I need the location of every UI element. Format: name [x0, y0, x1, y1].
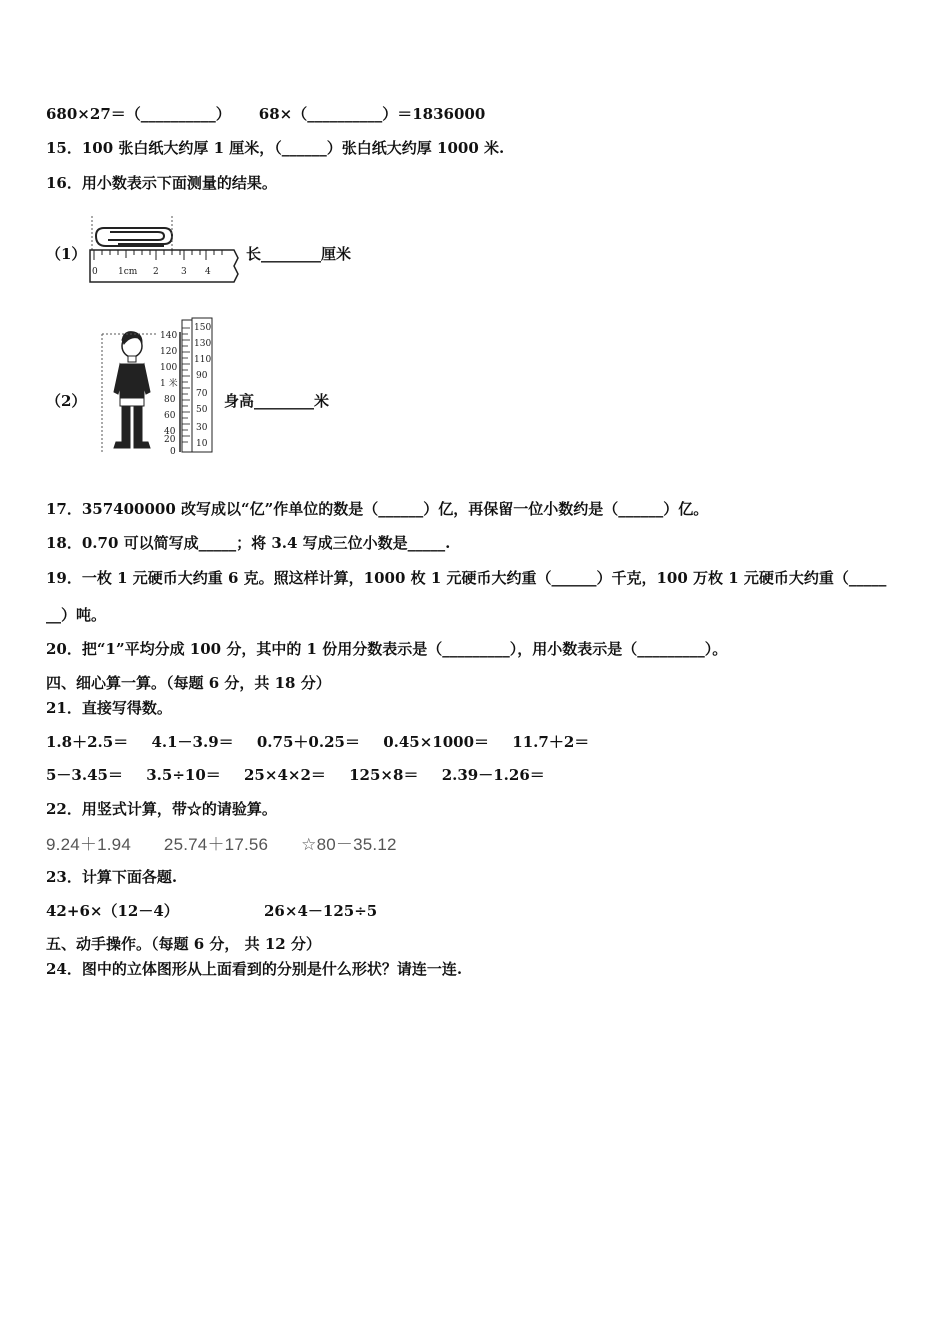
q22-items [46, 830, 397, 855]
q23-items [46, 900, 377, 921]
fig2-label: （2） [46, 392, 87, 410]
calc-item: 0.45×1000＝ [383, 733, 490, 751]
calc-item: 11.7＋2＝ [512, 733, 590, 751]
question-24: 24．图中的立体图形从上面看到的分别是什么形状？请连一连. [46, 960, 463, 978]
left-scale-label: 40 [164, 427, 176, 437]
calc-item: 26×4－125÷5 [264, 902, 378, 920]
question-15: 15．100 张白纸大约厚 1 厘米，（______）张白纸大约厚 1000 米. [46, 139, 505, 157]
left-scale-label: 120 [160, 347, 178, 357]
paperclip-icon [96, 228, 172, 246]
question-16: 16．用小数表示下面测量的结果。 [46, 174, 277, 192]
calc-item: 42+6×（12－4） [46, 902, 179, 920]
vertical-calc-item: 9.24＋1.94 [46, 835, 131, 854]
right-scale-label: 30 [196, 423, 208, 433]
right-scale-label: 70 [196, 389, 208, 399]
calc-item: 125×8＝ [349, 766, 419, 784]
calc-item: 2.39－1.26＝ [441, 766, 545, 784]
section-5-heading: 五、动手操作。（每题 6 分， 共 12 分） [46, 935, 321, 953]
ruler-tick-3: 3 [181, 267, 187, 277]
left-scale-label: 1 米 [160, 379, 178, 389]
ruler-tick-0: 0 [92, 267, 98, 277]
calc-line [46, 103, 485, 124]
fig1-label: （1） [46, 245, 87, 263]
calc-item: 3.5÷10＝ [146, 766, 221, 784]
question-18: 18．0.70 可以简写成_____；将 3.4 写成三位小数是_____. [46, 534, 451, 552]
q21-row-2 [46, 764, 545, 785]
question-22: 22．用竖式计算，带☆的请验算。 [46, 800, 277, 818]
calc-item: 0.75＋0.25＝ [256, 733, 360, 751]
left-scale-label: 80 [164, 395, 176, 405]
right-scale-label: 110 [194, 355, 212, 365]
q21-row-1 [46, 731, 589, 752]
left-scale-label: 140 [160, 331, 178, 341]
left-scale-label: 100 [160, 363, 178, 373]
expr-2: 68×（__________）＝1836000 [258, 105, 486, 123]
question-19-cont: __）吨。 [46, 606, 107, 624]
right-scale-label: 50 [196, 405, 208, 415]
right-scale-label: 150 [194, 323, 212, 333]
section-4-heading: 四、细心算一算。（每题 6 分，共 18 分） [46, 674, 331, 692]
height-measure-figure [98, 314, 222, 454]
fig1-answer: 长________厘米 [246, 245, 352, 263]
paperclip-ruler-figure [88, 212, 240, 286]
right-scale-label: 10 [196, 439, 208, 449]
left-scale-label: 20 [164, 435, 176, 445]
left-scale-label: 60 [164, 411, 176, 421]
left-scale [160, 331, 180, 454]
expr-1: 680×27＝（__________） [46, 105, 231, 123]
vertical-calc-item: ☆80－35.12 [301, 835, 397, 854]
right-scale-label: 130 [194, 339, 212, 349]
ruler-tick-4: 4 [205, 267, 211, 277]
right-scale-label: 90 [196, 371, 208, 381]
calc-item: 25×4×2＝ [244, 766, 326, 784]
fig2-answer: 身高________米 [224, 392, 330, 410]
left-scale-label: 0 [170, 447, 176, 454]
ruler-tick-2: 2 [153, 267, 159, 277]
person-icon [114, 332, 150, 448]
question-21: 21．直接写得数。 [46, 699, 172, 717]
question-17: 17．357400000 改写成以“亿”作单位的数是（______）亿，再保留一位小数约是（______）亿。 [46, 500, 709, 518]
ruler-icon [90, 250, 238, 282]
ruler-tick-1: 1cm [118, 267, 138, 277]
calc-item: 5－3.45＝ [46, 766, 123, 784]
vertical-calc-item: 25.74＋17.56 [163, 835, 269, 854]
question-19: 19．一枚 1 元硬币大约重 6 克。照这样计算，1000 枚 1 元硬币大约重（______）千克，100 万枚 1 元硬币大约重（_____ [46, 569, 887, 587]
calc-item: 4.1－3.9＝ [151, 733, 234, 751]
question-20: 20．把“1”平均分成 100 分，其中的 1 份用分数表示是（_________），用小数表示是（_________）。 [46, 640, 728, 658]
question-23: 23．计算下面各题. [46, 868, 178, 886]
calc-item: 1.8＋2.5＝ [46, 733, 129, 751]
